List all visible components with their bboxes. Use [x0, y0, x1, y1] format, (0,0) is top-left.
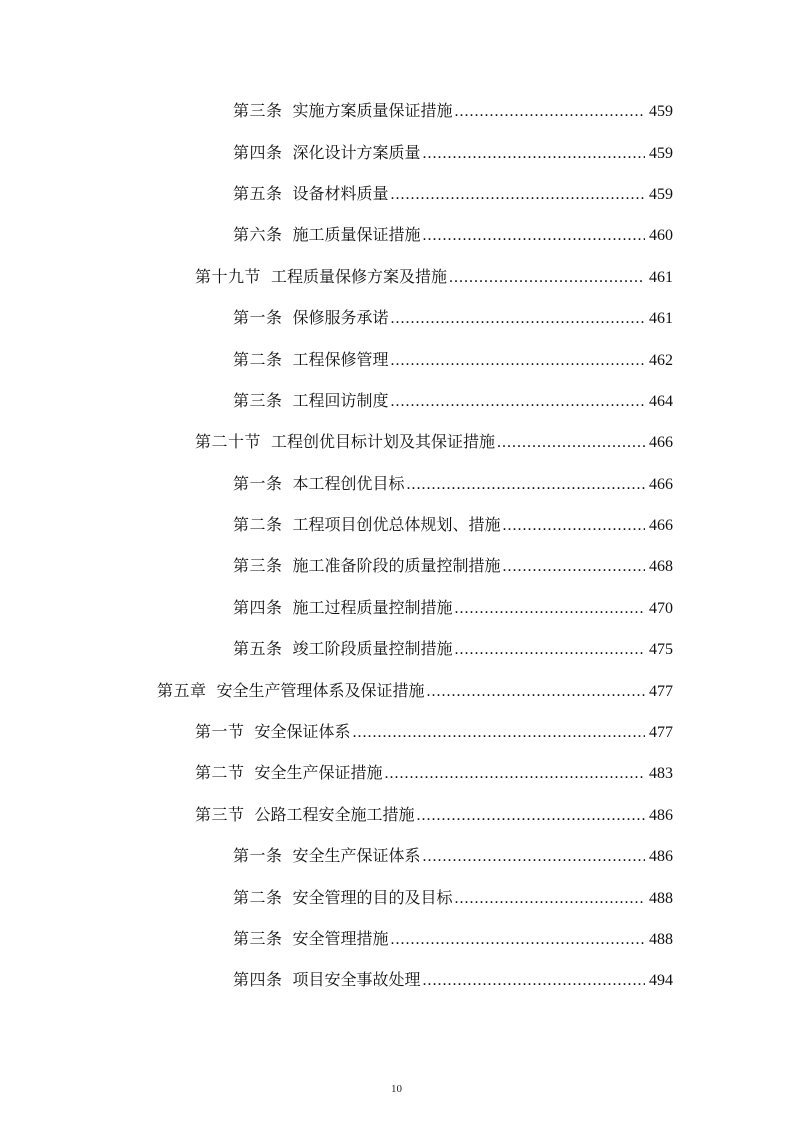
toc-entry-number: 第二条: [233, 515, 283, 535]
toc-entry-page: 470: [649, 599, 673, 617]
toc-entry-number: 第十九节: [195, 266, 262, 286]
toc-entry-number: 第三条: [233, 556, 283, 576]
toc-entry-title: 工程质量保修方案及措施: [271, 266, 448, 286]
toc-entry[interactable]: [0, 379, 793, 420]
toc-entry-title: 安全保证体系: [254, 722, 351, 742]
toc-entry-number: 第二十节: [195, 432, 262, 452]
toc-leader-dots: [423, 145, 645, 163]
toc-entry-number: 第三条: [233, 929, 283, 948]
toc-entry-number: 第三条: [233, 101, 283, 121]
toc-entry[interactable]: [0, 958, 793, 999]
toc-entry[interactable]: [0, 710, 793, 751]
toc-entry[interactable]: [0, 89, 793, 130]
toc-entry-page: 486: [649, 848, 673, 866]
toc-leader-dots: [455, 890, 645, 908]
toc-entry[interactable]: [0, 793, 793, 834]
toc-entry-title: 安全生产保证措施: [254, 763, 383, 783]
toc-entry-title: 设备材料质量: [292, 183, 389, 203]
toc-entry-page: 475: [649, 641, 673, 659]
toc-entry[interactable]: [0, 462, 793, 503]
toc-entry-number: 第二条: [233, 887, 283, 907]
toc-entry[interactable]: [0, 751, 793, 792]
toc-entry-page: 486: [649, 806, 673, 824]
toc-entry-title: 竣工阶段质量控制措施: [292, 639, 453, 659]
toc-leader-dots: [423, 848, 645, 866]
toc-leader-dots: [353, 724, 645, 742]
toc-entry-title: 安全生产管理体系及保证措施: [216, 680, 425, 700]
toc-entry-page: 488: [649, 931, 673, 948]
toc-entry-page: 464: [649, 392, 673, 410]
toc-entry[interactable]: [0, 917, 793, 958]
toc-entry[interactable]: [0, 255, 793, 296]
toc-entry-page: 459: [649, 185, 673, 203]
toc-entry-page: 462: [649, 351, 673, 369]
toc-leader-dots: [391, 352, 645, 370]
toc-leader-dots: [503, 517, 645, 535]
toc-entry-title: 公路工程安全施工措施: [254, 804, 415, 824]
toc-leader-dots: [407, 476, 645, 494]
toc-entry-title: 安全生产保证体系: [292, 846, 421, 866]
toc-entry-title: 深化设计方案质量: [292, 142, 421, 162]
toc-entry-number: 第二节: [195, 763, 245, 783]
toc-entry-number: 第六条: [233, 225, 283, 245]
toc-entry[interactable]: [0, 668, 793, 709]
toc-entry-page: 461: [649, 310, 673, 328]
toc-entry-number: 第二条: [233, 349, 283, 369]
toc-leader-dots: [427, 683, 645, 701]
toc-entry-title: 工程回访制度: [292, 390, 389, 410]
toc-entry-page: 468: [649, 558, 673, 576]
toc-entry-page: 459: [649, 144, 673, 162]
toc-leader-dots: [455, 641, 645, 659]
toc-entry-title: 实施方案质量保证措施: [292, 101, 453, 121]
toc-leader-dots: [391, 931, 645, 949]
toc-entry-page: 461: [649, 268, 673, 286]
toc-entry-page: 466: [649, 517, 673, 535]
toc-entry[interactable]: [0, 586, 793, 627]
toc-entry-page: 466: [649, 475, 673, 493]
toc-entry-page: 494: [649, 972, 673, 990]
toc-entry-title: 安全管理的目的及目标: [292, 887, 453, 907]
toc-entry[interactable]: [0, 503, 793, 544]
toc-entry-number: 第五章: [157, 680, 207, 700]
toc-entry[interactable]: [0, 172, 793, 213]
toc-entry-page: 483: [649, 765, 673, 783]
toc-leader-dots: [455, 600, 645, 618]
toc-entry[interactable]: [0, 296, 793, 337]
toc-entry-number: 第三条: [233, 390, 283, 410]
table-of-contents: [0, 89, 793, 1000]
toc-leader-dots: [455, 103, 645, 121]
toc-leader-dots: [391, 186, 645, 204]
toc-leader-dots: [391, 393, 645, 411]
toc-entry-number: 第四条: [233, 970, 283, 990]
toc-entry[interactable]: [0, 337, 793, 378]
toc-entry-number: 第一条: [233, 846, 283, 866]
toc-entry-page: 477: [649, 724, 673, 742]
toc-entry-title: 施工准备阶段的质量控制措施: [292, 556, 501, 576]
toc-entry-page: 460: [649, 227, 673, 245]
toc-entry-title: 工程项目创优总体规划、措施: [292, 515, 501, 535]
toc-entry[interactable]: [0, 834, 793, 875]
toc-entry-title: 工程创优目标计划及其保证措施: [271, 432, 496, 452]
toc-leader-dots: [503, 558, 645, 576]
toc-entry-number: 第一节: [195, 722, 245, 742]
toc-leader-dots: [417, 807, 645, 825]
toc-entry[interactable]: [0, 627, 793, 668]
toc-entry-page: 488: [649, 889, 673, 907]
toc-entry-title: 安全管理措施: [292, 929, 389, 948]
toc-entry-title: 保修服务承诺: [292, 308, 389, 328]
toc-entry-number: 第五条: [233, 183, 283, 203]
toc-entry-title: 本工程创优目标: [292, 473, 405, 493]
toc-entry-page: 477: [649, 682, 673, 700]
toc-entry-title: 项目安全事故处理: [292, 970, 421, 990]
toc-leader-dots: [423, 227, 645, 245]
toc-entry[interactable]: [0, 130, 793, 171]
toc-entry-number: 第四条: [233, 142, 283, 162]
toc-entry-title: 施工质量保证措施: [292, 225, 421, 245]
toc-leader-dots: [385, 765, 645, 783]
toc-entry-page: 466: [649, 434, 673, 452]
toc-entry-number: 第四条: [233, 597, 283, 617]
toc-entry-page: 459: [649, 103, 673, 121]
toc-entry[interactable]: [0, 875, 793, 916]
page-number: 10: [391, 1083, 402, 1095]
toc-leader-dots: [497, 434, 645, 452]
toc-entry[interactable]: [0, 544, 793, 585]
toc-leader-dots: [449, 269, 645, 287]
toc-entry-number: 第一条: [233, 308, 283, 328]
toc-entry-title: 施工过程质量控制措施: [292, 597, 453, 617]
toc-entry-number: 第五条: [233, 639, 283, 659]
toc-leader-dots: [423, 972, 645, 990]
toc-entry[interactable]: [0, 420, 793, 461]
toc-entry-title: 工程保修管理: [292, 349, 389, 369]
toc-entry-number: 第三节: [195, 804, 245, 824]
toc-entry[interactable]: [0, 213, 793, 254]
toc-entry-number: 第一条: [233, 473, 283, 493]
toc-leader-dots: [391, 310, 645, 328]
